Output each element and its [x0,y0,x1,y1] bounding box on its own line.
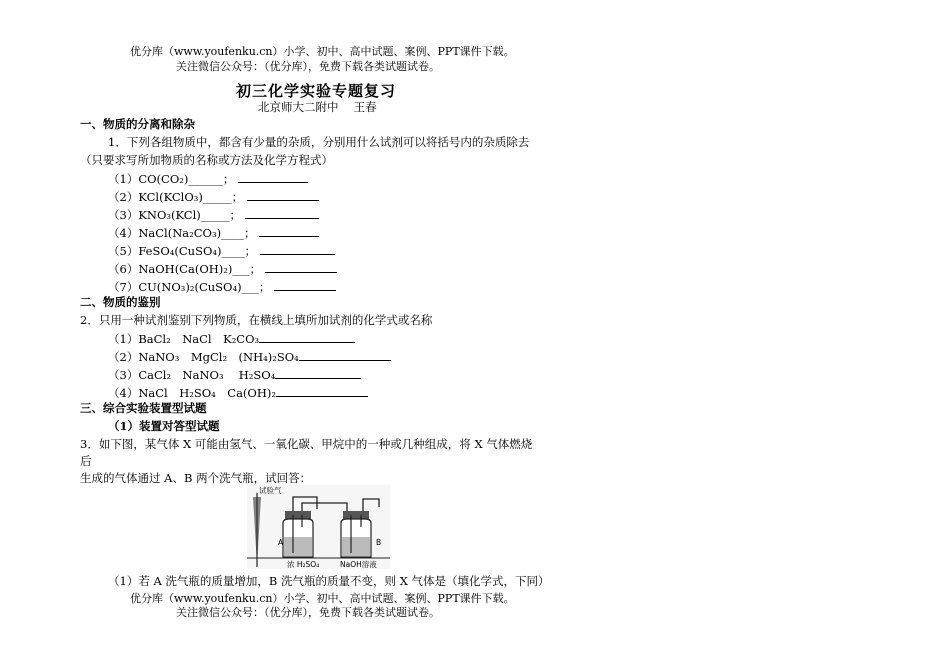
s2-item-3-text: （3）CaCl₂ NaNO₃ H₂SO₄ [108,368,276,382]
s2-item-2-text: （2）NaNO₃ MgCl₂ (NH₄)₂SO₄ [108,350,299,364]
question-2-text: 2．只用一种试剂鉴别下列物质，在横线上填所加试剂的化学式或名称 [80,313,433,327]
question-3-text: 3．如下图，某气体 X 可能由氢气、一氧化碳、甲烷中的一种或几种组成，将 X 气体燃烧 [80,437,533,451]
question-1-text: 1．下列各组物质中，都含有少量的杂质，分别用什么试剂可以将括号内的杂质除去 [108,135,530,149]
section-3-subheading: （1）装置对答型试题 [108,419,220,433]
answer-blank[interactable] [238,172,308,183]
subquestion-1: （1）若 A 洗气瓶的质量增加，B 洗气瓶的质量不变，则 X 气体是（填化学式，下同） [108,574,550,588]
s2-item-2 [108,350,391,365]
page-title: 初三化学实验专题复习 [236,82,397,100]
apparatus-figure [247,485,390,569]
answer-blank[interactable] [276,386,368,397]
bottle-b-label: NaOH溶液 [340,560,377,569]
answer-blank[interactable] [247,190,319,201]
answer-blank[interactable] [260,244,335,255]
s2-item-3 [108,368,361,383]
s1-item-1 [108,172,308,187]
answer-blank[interactable] [265,262,337,273]
gas-label: 试验气 [259,486,282,495]
s1-item-1-text: （1）CO(CO₂)______； [108,172,235,186]
answer-blank[interactable] [274,280,336,291]
author-line: 北京师大二附中 王春 [258,100,377,114]
s1-item-7 [108,280,336,295]
s1-item-3 [108,208,319,223]
s1-item-6-text: （6）NaOH(Ca(OH)₂)___； [108,262,262,276]
header-line-2: 关注微信公众号：（优分库），免费下载各类试题试卷。 [176,60,440,73]
question-3-text-2: 生成的气体通过 A、B 两个洗气瓶，试回答： [80,471,312,485]
answer-blank[interactable] [275,368,361,379]
s1-item-2-text: （2）KCl(KClO₃)_____； [108,190,244,204]
s1-item-5 [108,244,335,259]
label-a: A [278,538,284,547]
answer-blank[interactable] [245,208,319,219]
s2-item-1-text: （1）BaCl₂ NaCl K₂CO₃ [108,332,260,346]
label-b: B [376,538,382,547]
s1-item-3-text: （3）KNO₃(KCl)_____； [108,208,241,222]
section-2-heading: 二、物质的鉴别 [80,295,161,309]
answer-blank[interactable] [259,332,355,343]
s1-item-4-text: （4）NaCl(Na₂CO₃)____； [108,226,256,240]
s1-item-4 [108,226,319,241]
s1-item-5-text: （5）FeSO₄(CuSO₄)____； [108,244,256,258]
s2-item-1 [108,332,355,347]
footer-line-1: 优分库（www.youfenku.cn）小学、初中、高中试题、案例、PPT课件下载。 [130,592,515,605]
s2-item-4-text: （4）NaCl H₂SO₄ Ca(OH)₂ [108,386,276,400]
answer-blank[interactable] [299,350,391,361]
s2-item-4 [108,386,368,401]
bottle-a-label: 浓 H₂SO₄ [287,560,320,569]
question-1-note: （只要求写所加物质的名称或方法及化学方程式） [80,153,333,167]
section-1-heading: 一、物质的分离和除杂 [80,117,195,131]
wash-bottle-diagram [247,485,390,569]
section-3-heading: 三、综合实验装置型试题 [80,401,207,415]
footer-line-2: 关注微信公众号：（优分库），免费下载各类试题试卷。 [176,606,440,619]
question-3-wrap: 后 [80,454,92,468]
s1-item-2 [108,190,319,205]
header-line-1: 优分库（www.youfenku.cn）小学、初中、高中试题、案例、PPT课件下载。 [130,45,515,58]
s1-item-7-text: （7）CU(NO₃)₂(CuSO₄)___； [108,280,271,294]
answer-blank[interactable] [259,226,319,237]
s1-item-6 [108,262,337,277]
